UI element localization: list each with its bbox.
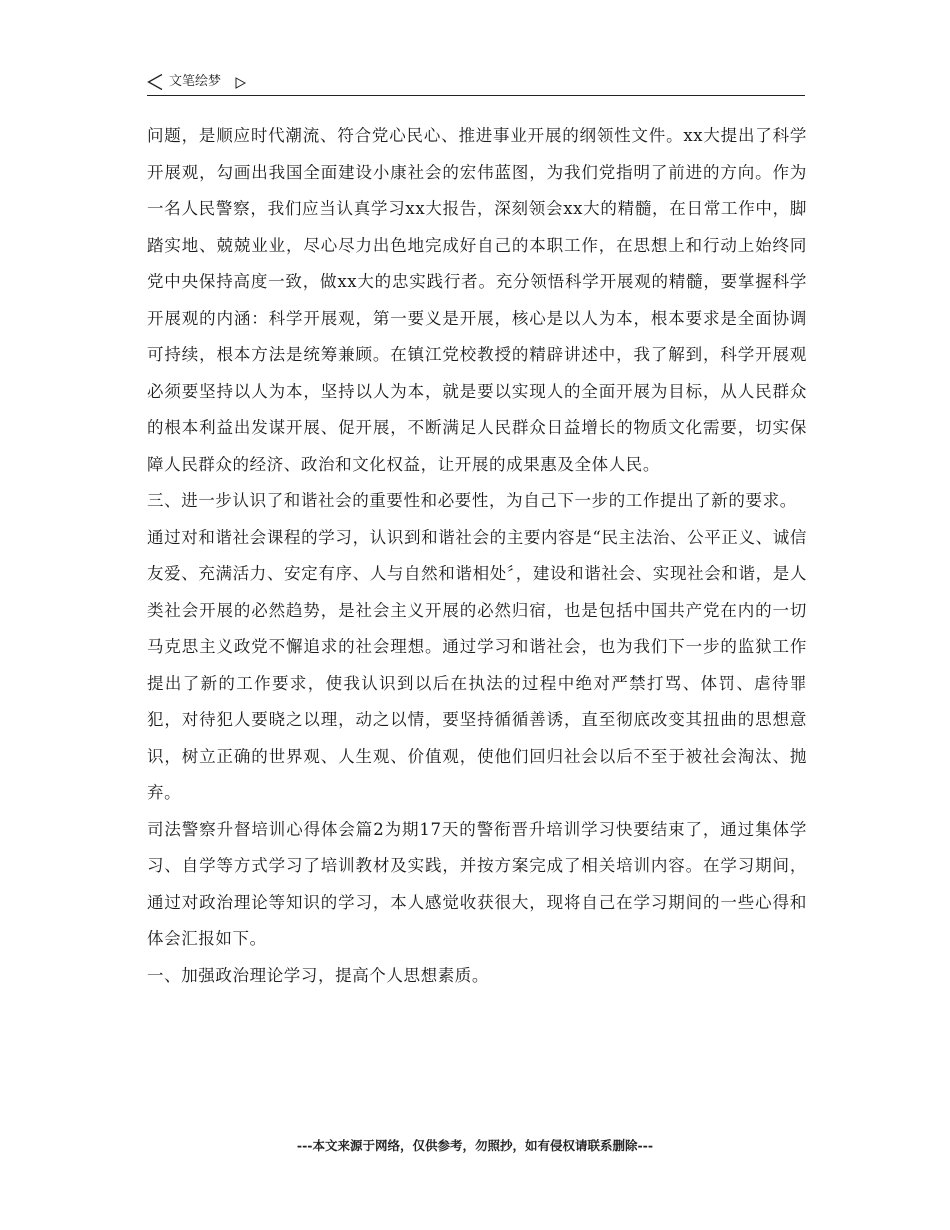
document-body [147,118,807,994]
section-heading: 一、加强政治理论学习，提高个人思想素质。 [147,965,489,985]
footer-disclaimer: ---本文来源于网络，仅供参考，勿照抄，如有侵权请联系删除--- [296,1138,654,1153]
triangle-left-icon [147,73,163,91]
header-title: 文笔绘梦 [169,74,222,89]
body-paragraph: 问题，是顺应时代潮流、符合党心民心、推进事业开展的纲领性文件。xx大提出了科学开展观，勾画出我国全面建设小康社会的宏伟蓝图，为我们党指明了前进的方向。作为一名人民警察，我们应当认真学习xx大报告，深刻领会xx大的精髓，在日常工作中，脚踏实地、兢兢业业，尽心尽力出色地完成好自己的本职工作，在思想上和行动上始终同党中央保持高度一致，做xx大的忠实践行者。充分领悟科学开展观的精髓，要掌握科学开展观的内涵：科学开展观，第一要义是开展，核心是以人为本，根本要求是全面协调可持续，根本方法是统筹兼顾。在镇江党校教授的精辟讲述中，我了解到，科学开展观必须要坚持以人为本，坚持以人为本，就是要以实现人的全面开展为目标，从人民群众的根本利益出发谋开展、促开展，不断满足人民群众日益增长的物质文化需要，切实保障人民群众的经济、政治和文化权益，让开展的成果惠及全体人民。 [147,126,807,474]
page-header [147,71,805,96]
body-paragraph: 通过对和谐社会课程的学习，认识到和谐社会的主要内容是“民主法治、公平正义、诚信友爱、充满活力、安定有序、人与自然和谐相处〞，建设和谐社会、实现社会和谐，是人类社会开展的必然趋势，是社会主义开展的必然归宿，也是包括中国共产党在内的一切马克思主义政党不懈追求的社会理想。通过学习和谐社会，也为我们下一步的监狱工作提出了新的工作要求，使我认识到以后在执法的过程中绝对严禁打骂、体罚、虐待罪犯，对待犯人要晓之以理，动之以情，要坚持循循善诱，直至彻底改变其扭曲的思想意识，树立正确的世界观、人生观、价值观，使他们回归社会以后不至于被社会淘汰、抛弃。 [147,527,807,802]
section-heading: 三、进一步认识了和谐社会的重要性和必要性，为自己下一步的工作提出了新的要求。 [147,491,797,510]
body-paragraph: 司法警察升督培训心得体会篇2为期17天的警衔晋升培训学习快要结束了，通过集体学习、自学等方式学习了培训教材及实践，并按方案完成了相关培训内容。在学习期间，通过对政治理论等知识的学习，本人感觉收获很大，现将自己在学习期间的一些心得和体会汇报如下。 [147,819,807,948]
triangle-right-icon [235,74,246,86]
